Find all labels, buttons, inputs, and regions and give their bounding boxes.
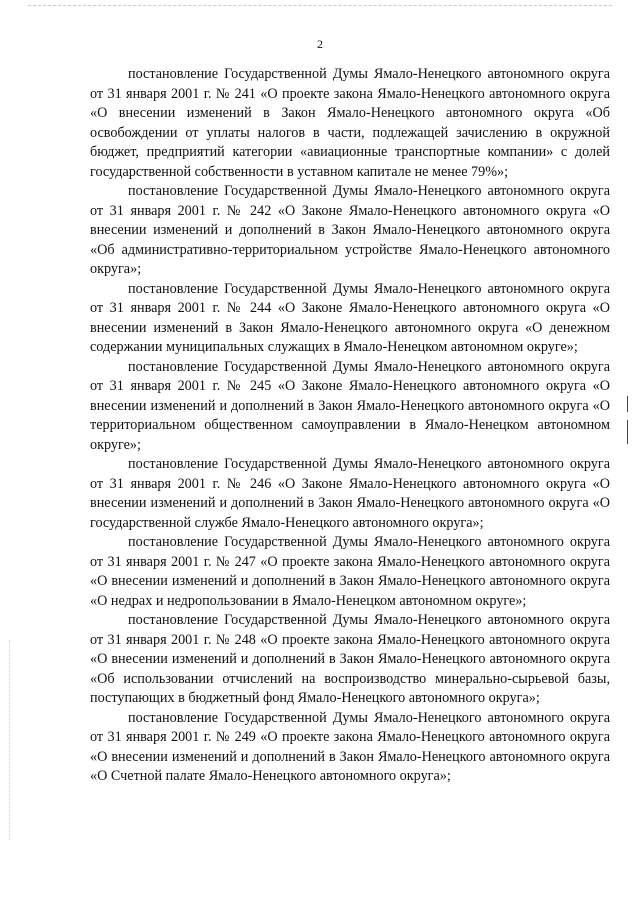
resolution-paragraph-246: постановление Государственной Думы Ямало-Ненецкого автономного округа от 31 января 2001 г. № 246 «О Законе Ямало-Ненецкого автономного округа «О внесении изменений и дополнений в Закон Ямало-Ненецкого автономного округа «О государственной службе Ямало-Ненецкого автономного округа»; [90, 456, 610, 531]
resolution-paragraph-245: постановление Государственной Думы Ямало-Ненецкого автономного округа от 31 января 2001 г. № 245 «О Законе Ямало-Ненецкого автономного округа «О внесении изменений и дополнений в Закон Ямало-Ненецкого автономного округа «О территориальном общественном самоуправлении в Ямало-Ненецком автономном округе»; [90, 358, 610, 453]
resolution-paragraph-241: постановление Государственной Думы Ямало-Ненецкого автономного округа от 31 января 2001 г. № 241 «О проекте закона Ямало-Ненецкого автономного округа «О внесении изменений в Закон Ямало-Ненецкого автономного округа «Об освобождении от уплаты налогов в части, подлежащей зачислению в окружной бюджет, предприятий категории «авиационные транспортные компании» с долей государственной собственности в уставном капитале не менее 79%»; [90, 66, 610, 180]
resolution-paragraph-247: постановление Государственной Думы Ямало-Ненецкого автономного округа от 31 января 2001 г. № 247 «О проекте закона Ямало-Ненецкого автономного округа «О внесении изменений и дополнений в Закон Ямало-Ненецкого автономного округа «О недрах и недропользовании в Ямало-Ненецком автономном округе»; [90, 534, 610, 609]
resolution-paragraph-244: постановление Государственной Думы Ямало-Ненецкого автономного округа от 31 января 2001 г. № 244 «О Законе Ямало-Ненецкого автономного округа «О внесении изменений в Закон Ямало-Ненецкого автономного округа «О денежном содержании муниципальных служащих в Ямало-Ненецком автономном округе»; [90, 280, 610, 355]
margin-mark [627, 420, 628, 444]
page-number: 2 [317, 37, 323, 51]
scan-artifact-top [28, 5, 612, 6]
resolution-paragraph-249: постановление Государственной Думы Ямало-Ненецкого автономного округа от 31 января 2001 г. № 249 «О проекте закона Ямало-Ненецкого автономного округа «О внесении изменений и дополнений в Закон Ямало-Ненецкого автономного округа «О Счетной палате Ямало-Ненецкого автономного округа»; [90, 709, 610, 784]
resolution-paragraph-248: постановление Государственной Думы Ямало-Ненецкого автономного округа от 31 января 2001 г. № 248 «О проекте закона Ямало-Ненецкого автономного округа «О внесении изменений и дополнений в Закон Ямало-Ненецкого автономного округа «Об использовании отчислений на воспроизводство минерально-сырьевой базы, поступающих в бюджетный фонд Ямало-Ненецкого автономного округа»; [90, 612, 610, 706]
scan-artifact-left [9, 640, 10, 840]
margin-mark [627, 396, 628, 412]
document-body [90, 65, 610, 787]
resolution-paragraph-242: постановление Государственной Думы Ямало-Ненецкого автономного округа от 31 января 2001 г. № 242 «О Законе Ямало-Ненецкого автономного округа «О внесении изменений и дополнений в Закон Ямало-Ненецкого автономного округа «Об административно-территориальном устройстве Ямало-Ненецкого автономного округа»; [90, 183, 610, 277]
